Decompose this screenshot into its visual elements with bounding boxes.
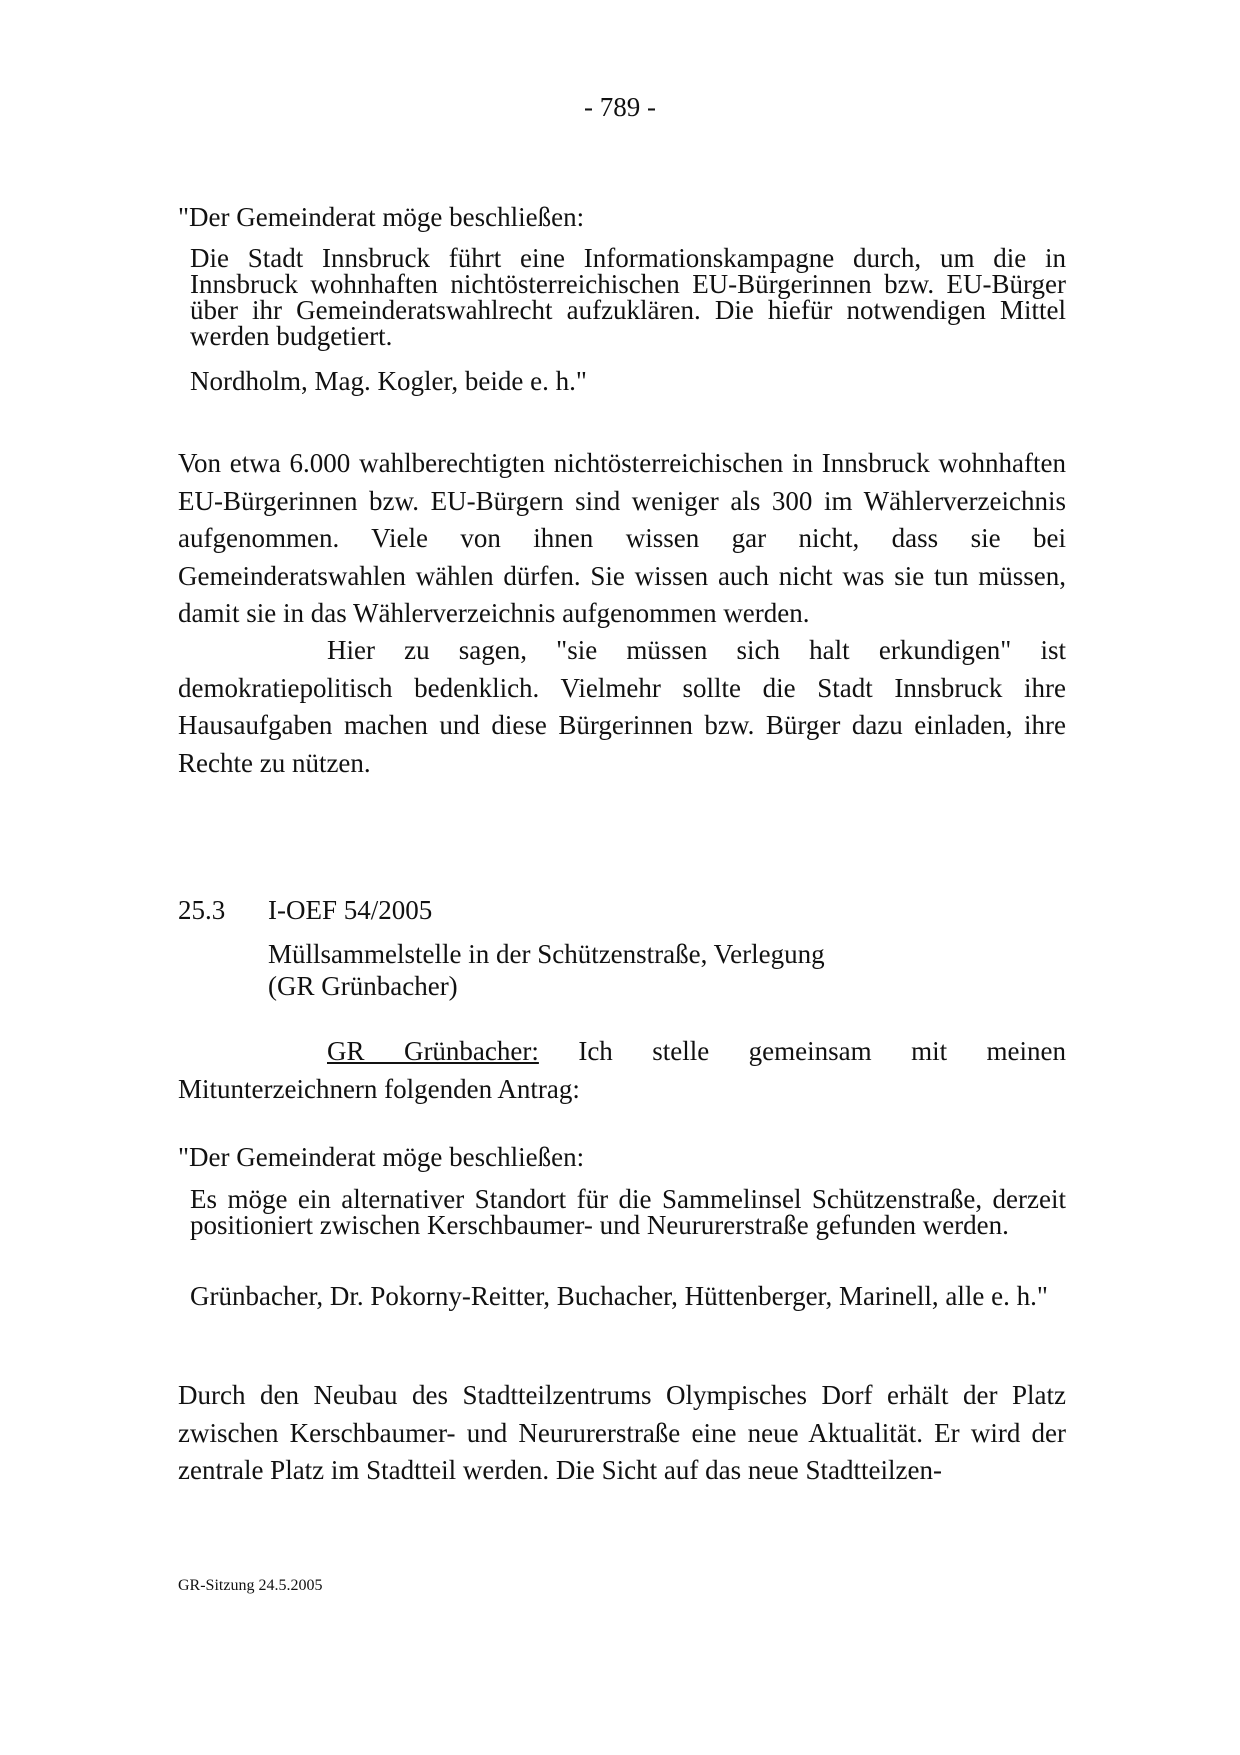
statement bbox=[178, 1033, 1066, 1108]
motion1-intro: "Der Gemeinderat möge beschließen: bbox=[178, 202, 585, 232]
justification1-paragraph2: Hier zu sagen, "sie müssen sich halt erkundigen" ist demokratiepolitisch bedenklich. Vielmehr sollte die Stadt Innsbruck ihre Hausaufgaben machen und diese Bürgerinnen bzw. Bürger dazu einladen, ihre Rechte zu nützen. bbox=[178, 635, 1066, 778]
footer-session-date: GR-Sitzung 24.5.2005 bbox=[178, 1577, 323, 1594]
statement-text: Ich stelle gemeinsam mit meinen Mitunterzeichnern folgenden Antrag: bbox=[178, 1036, 1066, 1104]
justification2-paragraph1: Durch den Neubau des Stadtteilzentrums Olympisches Dorf erhält der Platz zwischen Kerschbaumer- und Neururerstraße eine neue Aktualität. Er wird der zentrale Platz im Stadtteil werden. Die Sicht auf das neue Stadtteilzen- bbox=[178, 1380, 1066, 1485]
item-code: I-OEF 54/2005 bbox=[268, 895, 433, 925]
item-author: (GR Grünbacher) bbox=[268, 971, 458, 1001]
justification1-paragraph1: Von etwa 6.000 wahlberechtigten nichtösterreichischen in Innsbruck wohnhaften EU-Bürgerinnen bzw. EU-Bürgern sind weniger als 300 im Wählerverzeichnis aufgenommen. Viele von ihnen wissen gar nicht, dass sie bei Gemeinderatswahlen wählen dürfen. Sie wissen auch nicht was sie tun müssen, damit sie in das Wählerverzeichnis aufgenommen werden. bbox=[178, 448, 1066, 628]
item-title: Müllsammelstelle in der Schützenstraße, Verlegung bbox=[268, 939, 825, 969]
item-number: 25.3 bbox=[178, 895, 226, 925]
motion1-text: Die Stadt Innsbruck führt eine Informationskampagne durch, um die in Innsbruck wohnhaften nichtösterreichischen EU-Bürgerinnen bzw. EU-Bürger über ihr Gemeinderatswahlrecht aufzuklären. Die hiefür notwendigen Mittel werden budgetiert. bbox=[190, 243, 1066, 351]
speaker-name: GR Grünbacher: bbox=[327, 1036, 539, 1066]
motion2-text: Es möge ein alternativer Standort für die Sammelinsel Schützenstraße, derzeit positioniert zwischen Kerschbaumer- und Neururerstraße gefunden werden. bbox=[190, 1184, 1066, 1240]
page-number: - 789 - bbox=[584, 92, 656, 122]
motion2-signatories: Grünbacher, Dr. Pokorny-Reitter, Buchacher, Hüttenberger, Marinell, alle e. h." bbox=[190, 1281, 1048, 1311]
motion2-intro: "Der Gemeinderat möge beschließen: bbox=[178, 1142, 585, 1172]
motion1-signatories: Nordholm, Mag. Kogler, beide e. h." bbox=[190, 366, 587, 396]
